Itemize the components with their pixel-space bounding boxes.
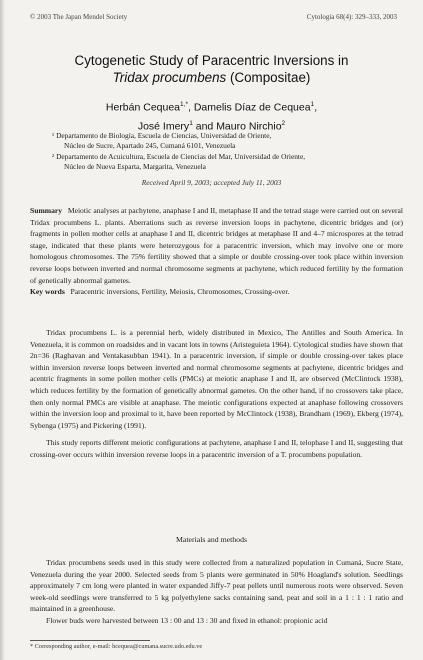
author-and: and [195, 120, 214, 132]
footnote-corresponding-author: * Corresponding author, e-mail: hcequea@cumana.sucre.udo.edu.ve [30, 643, 203, 650]
author-3: José Imery [137, 120, 190, 132]
affiliation-1-line-1: ¹ Departamento de Biología, Escuela de Ciencias, Universidad de Oriente, [52, 131, 272, 140]
affiliations [52, 131, 383, 172]
keywords-text: Paracentric inversions, Fertility, Meiosis, Chromosomes, Crossing-over. [70, 287, 290, 297]
received-dates: Received April 9, 2003; accepted July 11, 2003 [141, 178, 282, 187]
author-3-mark: 1 [189, 119, 193, 127]
author-line-1: Herbán Cequea$^{1,*}$, Damelis Díaz de Cequea$^1$, [105, 101, 318, 114]
affiliation-1-line-2: Núcleo de Sucre, Apartado 245, Cumaná 6101, Venezuela [64, 141, 236, 151]
summary-label: Summary [30, 206, 63, 215]
affiliation-2-line-2: Núcleo de Nueva Esparta, Margarita, Venezuela [64, 161, 206, 171]
journal-citation: Cytologia 68(4): 329–333, 2003 [306, 13, 397, 21]
summary-block [30, 205, 403, 298]
section-heading-methods: Materials and methods [175, 535, 248, 544]
keywords-line [30, 286, 403, 298]
title-family: (Compositae) [229, 70, 311, 85]
methods-body [30, 557, 403, 627]
author-4-mark: 2 [281, 119, 286, 127]
title-line-1: Cytogenetic Study of Paracentric Inversions in [74, 53, 349, 68]
methods-paragraph-2: Flower buds were harvested between 13 : 00 and 13 : 30 and fixed in ethanol: propionic acid [46, 615, 328, 625]
author-2-mark: 1 [310, 101, 315, 108]
author-list [0, 97, 423, 134]
methods-paragraph-1: Tridax procumbens seeds used in this study were collected from a naturalized population in Cumaná, Sucre State, Venezuela during the year 2000. Selected seeds from 5 plants were germinated in 50% Hoagland's solution. Seedlings approximately 7 cm long were planted in water expanded Jiffy-7 peat pellets until numerous roots were observed. Seven week-old seedlings were transferred to 5 kg polyethylene sacks containing sand, peat and soil in a 1 : 1 : 1 ratio and maintained in a greenhouse. [30, 558, 403, 614]
affiliation-2-line-1: ² Departamento de Acuicultura, Escuela de Ciencias del Mar, Universidad de Oriente, [52, 151, 306, 161]
intro-paragraph-1: Tridax procumbens L. is a perennial herb, widely distributed in Mexico, The Antilles and South America. In Venezuela, it is common on roadsides and in vacant lots in towns (Aristeguieta 1964). Cytological studies have shown that 2n=36 (Raghavan and Ventakasubban 1941). In a paracentric inversion, if simple or double crossing-over takes place within inversion reverse loops between inverted and normal chromosome segments at pachytene, dicentric bridges and acentric fragments in some pollen mother cells (PMCs) at meiotic anaphase I and II, are observed (McClintock 1938), which reduces fertility by the formation of genetically abnormal gametes. On the other hand, if no crossovers take place, then only normal PMCs are visible at anaphase. The meiotic configurations expected at anaphase following crossovers within the inversion loop and proximal to it, have been reported by McClintock (1938), Brandham (1969), Ekberg (1974), Sybenga (1975) and Pickering (1991). [30, 328, 403, 430]
keywords-label: Key words [30, 287, 65, 297]
intro-paragraph-2: This study reports different meiotic configurations at pachytene, anaphase I and II, telophase I and II, suggesting that crossing-over occurs within inversion reverse loops in a paracentric inversion of a T. procumbens population. [30, 438, 403, 459]
copyright-line: © 2003 The Japan Mendel Society [30, 13, 128, 21]
author-1-mark: 1,* [180, 101, 188, 108]
author-4: Mauro Nirchio [216, 120, 282, 132]
summary-text: Meiotic analyses at pachytene, anaphase I and II, metaphase II and the tetrad stage were carried out on several Tridax procumbens L. plants. Aberrations such as reverse inversion loops in pachytene, dicentric bridges and (or) fragments in pollen mother cells at anaphase I and II, dicentric bridges at metaphase II and 4–7 microspores at the tetrad stage, indicated that these plants were heterozygous for a paracentric inversion, which may involve one or more homologous chromosomes. The 75% fertility showed that a simple or double crossing-over took place within inversion reverse loops between inverted and normal chromosome segments at pachytene, which reduced fertility by the formation of genetically abnormal gametes. [30, 206, 403, 285]
summary-paragraph [30, 205, 403, 286]
footnote-rule [30, 640, 150, 641]
author-2: Damelis Díaz de Cequea [193, 101, 311, 114]
author-1: Herbán Cequea [105, 101, 181, 114]
introduction [30, 327, 403, 467]
title-line-2 [0, 69, 423, 86]
article-title [0, 52, 423, 86]
title-species: Tridax procumbens [112, 70, 227, 85]
